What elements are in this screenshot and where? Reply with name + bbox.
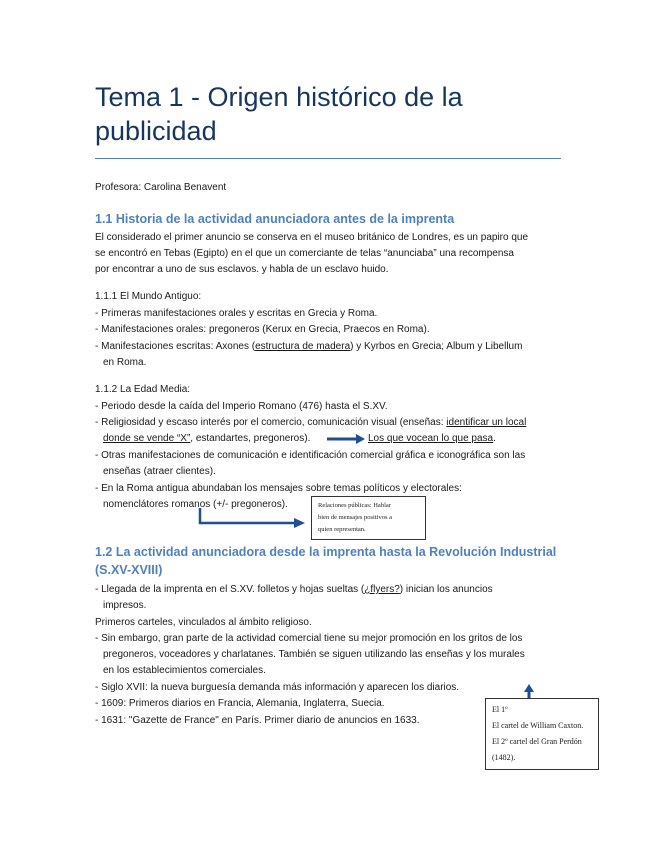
period: .	[493, 433, 496, 444]
bullet-continuation	[95, 431, 310, 447]
bullet-continuation: pregoneros, voceadores y charlatanes. También se siguen utilizando las enseñas y los murales	[103, 649, 525, 660]
section-heading-1-1: 1.1 Historia de la actividad anunciadora antes de la imprenta	[95, 212, 455, 226]
bullet-item: - 1609: Primeros diarios en Francia, Alemania, Inglaterra, Suecia.	[95, 698, 385, 709]
bullet-item: - Periodo desde la caída del Imperio Romano (476) hasta el S.XV.	[95, 401, 388, 412]
paragraph-line: El considerado el primer anuncio se conserva en el museo británico de Londres, es un papiro que	[95, 232, 529, 243]
bullet-text: - Llegada de la imprenta en el S.XV. folletos y hojas sueltas (	[95, 584, 365, 595]
bullet-item: - Manifestaciones orales: pregoneros (Kerux en Grecia, Praecos en Roma).	[95, 324, 430, 335]
paragraph-line: Primeros carteles, vinculados al ámbito religioso.	[95, 617, 312, 628]
bullet-text: - Religiosidad y escaso interés por el comercio, comunicación visual (enseñas:	[95, 417, 447, 428]
bullet-text: - Manifestaciones escritas: Axones (	[95, 341, 256, 352]
subsection-heading-1-1-1: 1.1.1 El Mundo Antiguo:	[95, 291, 202, 302]
note-line: quien representan.	[318, 526, 366, 533]
title-underline	[95, 158, 561, 159]
bullet-item: - Siglo XVII: la nueva burguesía demanda más información y aparecen los diarios.	[95, 682, 460, 693]
bullet-continuation: enseñas (atraer clientes).	[103, 466, 216, 477]
title-line-1: Tema 1 - Origen histórico de la	[95, 82, 463, 112]
caption-box-first-posters	[485, 698, 599, 770]
caption-line: El 2º cartel del Gran Perdón	[492, 737, 582, 746]
bullet-continuation: nomenclátores romanos (+/- pregoneros).	[103, 499, 288, 510]
page-title	[95, 80, 565, 148]
bullet-item	[95, 339, 522, 355]
bullet-item	[95, 582, 493, 598]
note-line: bien de mensajes positivos a	[318, 514, 393, 521]
bullet-text: , estandartes, pregoneros).	[190, 433, 311, 444]
bullet-continuation: en Roma.	[103, 357, 147, 368]
paragraph-line: por encontrar a uno de sus esclavos. y habla de un esclavo huido.	[95, 264, 389, 275]
underlined-text: ¿flyers?	[364, 584, 400, 595]
side-note	[368, 431, 496, 447]
bullet-item: - 1631: "Gazette de France" en París. Primer diario de anuncios en 1633.	[95, 715, 420, 726]
paragraph-line: se encontró en Tebas (Egipto) en el que un comerciante de telas “anunciaba” una recompensa	[95, 248, 514, 259]
bullet-continuation: impresos.	[103, 600, 147, 611]
bullet-item: - Sin embargo, gran parte de la actividad comercial tiene su mejor promoción en los gritos de los	[95, 633, 523, 644]
title-line-2: publicidad	[95, 116, 217, 146]
bullet-item: - Otras manifestaciones de comunicación e identificación comercial gráfica e iconográfica son las	[95, 450, 526, 461]
caption-line: (1482).	[492, 753, 516, 762]
bullet-item: - En la Roma antigua abundaban los mensajes sobre temas políticos y electorales:	[95, 483, 462, 494]
underlined-text: estructura de madera	[255, 341, 351, 352]
arrow-right-icon	[325, 432, 367, 446]
section-heading-1-2: 1.2 La actividad anunciadora desde la imprenta hasta la Revolución Industrial	[95, 545, 557, 559]
note-line: Relaciones públicas: Hablar	[318, 502, 391, 509]
underlined-text: donde se vende “X”	[103, 433, 191, 444]
underlined-text: identificar un local	[446, 417, 527, 428]
bullet-item	[95, 415, 526, 431]
underlined-text: Los que vocean lo que pasa	[368, 433, 494, 444]
bent-arrow-icon	[195, 506, 315, 528]
subsection-heading-1-1-2: 1.1.2 La Edad Media:	[95, 384, 191, 395]
bullet-item: - Primeras manifestaciones orales y escritas en Grecia y Roma.	[95, 308, 378, 319]
teacher-line: Profesora: Carolina Benavent	[95, 182, 227, 193]
caption-line: El 1º	[492, 705, 508, 714]
section-heading-1-2-cont: (S.XV-XVIII)	[95, 563, 163, 577]
bullet-continuation: en los establecimientos comerciales.	[103, 665, 266, 676]
bullet-text: ) inician los anuncios	[399, 584, 493, 595]
note-box-public-relations	[311, 496, 426, 540]
bullet-text: ) y Kyrbos en Grecia; Album y Libellum	[350, 341, 523, 352]
caption-line: El cartel de William Caxton.	[492, 721, 584, 730]
